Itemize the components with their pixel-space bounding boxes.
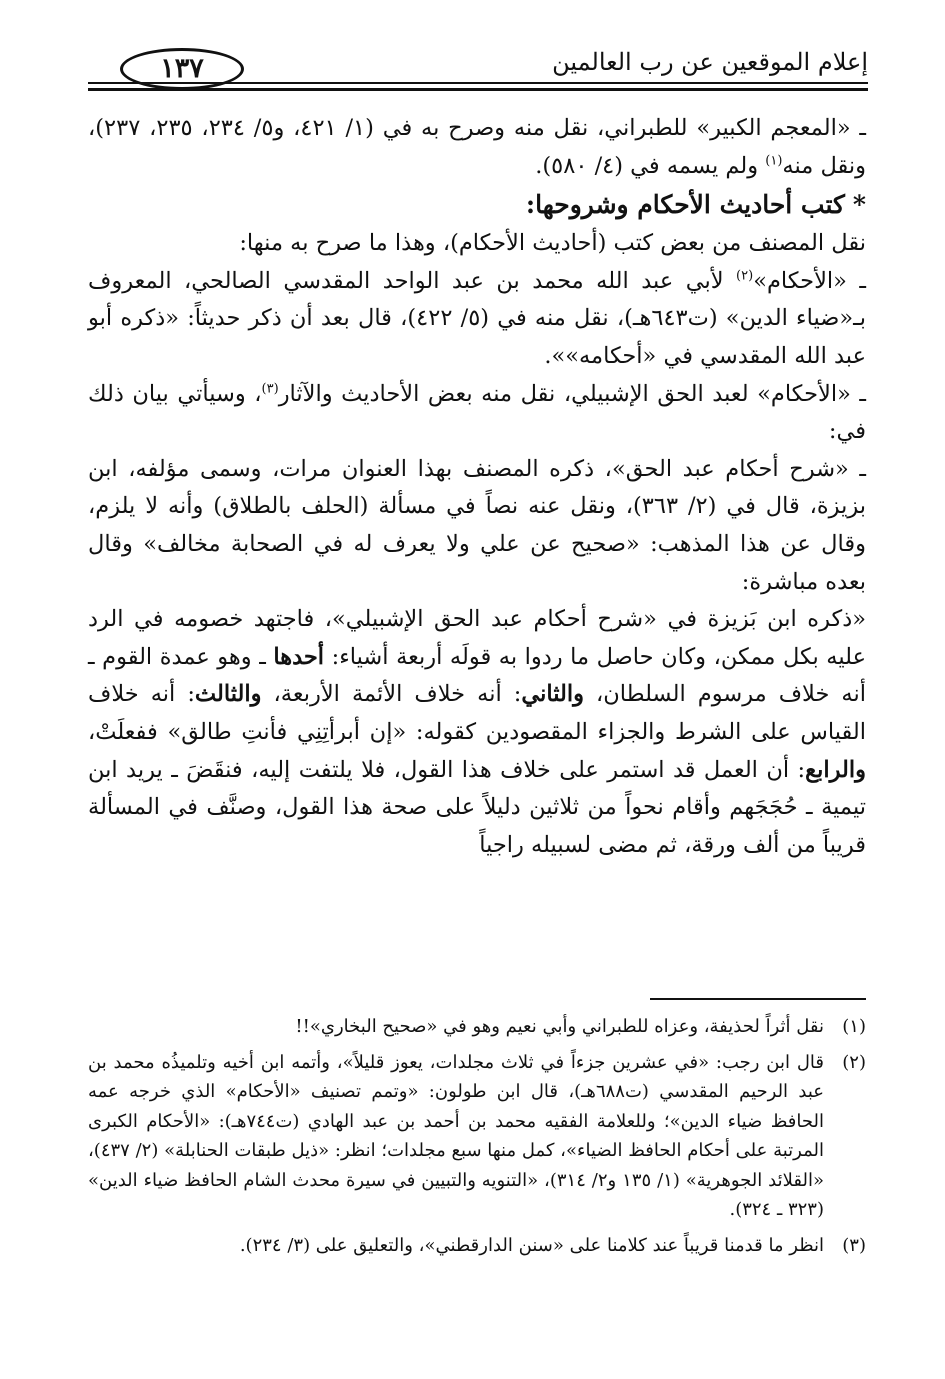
paragraph-text: ـ «شرح أحكام عبد الحق»، ذكره المصنف بهذا العنوان مرات، وسمى مؤلفه، ابن بزيزة، قال في (٢/ ٣٦٣)، ونقل عنه نصاً في مسألة (الحلف بالطلاق) وأنه لا يلزم، وقال عن هذا المذهب: «صحيح عن علي ولا يعرف له في الصحابة مخالف» وقال بعده مباشرة: bbox=[88, 455, 867, 595]
footnote-item bbox=[88, 1012, 866, 1042]
paragraph-text: : أنه خلاف الأئمة الأربعة، bbox=[261, 681, 522, 708]
footnote-ref[interactable]: (١) bbox=[765, 153, 783, 169]
main-text bbox=[88, 110, 866, 864]
page-header bbox=[88, 36, 868, 96]
paragraph-text: نقل المصنف من بعض كتب (أحاديث الأحكام)، وهذا ما صرح به منها: bbox=[239, 230, 866, 257]
paragraph-text: ـ «المعجم الكبير» للطبراني، نقل منه وصرح به في (١/ ٤٢١، و٥/ ٢٣٤، ٢٣٥، ٢٣٧)، ونقل منه bbox=[88, 115, 867, 179]
paragraph-text: ـ وهو عمدة القوم ـ أنه خلاف مرسوم السلطان، bbox=[88, 643, 866, 708]
header-rule-thick bbox=[88, 88, 868, 91]
footnote-text: قال ابن رجب: «في عشرين جزءاً في ثلاث مجلدات، يعوز قليلاً»، وأتمه ابن أخيه وتلميذُه محمد بن عبد الرحيم المقدسي (ت٦٨٨هـ)، قال ابن طولون: «وتمم تصنيف «الأحكام» الذي خرجه عمه الحافظ ضياء الدين»؛ وللعلامة الفقيه محمد بن أحمد بن عبد الهادي (ت٧٤٤هـ): «الأحكام الكبرى المرتبة على أحكام الحافظ الضياء»، كمل منها سبع مجلدات؛ انظر: «ذيل طبقات الحنابلة» (٢/ ٤٣٧)، «القلائد الجوهرية» (١/ ١٣٥ و٢/ ٣١٤)، «التنويه والتبيين في سيرة محدث الشام الحافظ ضياء الدين» (٣٢٣ ـ ٣٢٤). bbox=[88, 1051, 824, 1220]
paragraph-text: ـ «الأحكام» bbox=[753, 267, 866, 294]
paragraph-text: ، وسيأتي بيان ذلك في: bbox=[88, 380, 866, 445]
bold-term: والثاني bbox=[521, 681, 584, 708]
bold-term: والثالث bbox=[194, 681, 262, 708]
paragraph-text: ولم يسمه في (٤/ ٥٨٠). bbox=[535, 152, 766, 179]
footnote-text: نقل أثراً لحذيفة، وعزاه للطبراني وأبي نعيم وهو في «صحيح البخاري»!! bbox=[295, 1016, 824, 1037]
paragraph-ahkam-ishbili bbox=[88, 376, 866, 451]
paragraph-text: : أن العمل قد استمر على خلاف هذا القول، فلا يلتفت إليه، فنقَضَ ـ يريد ابن تيمية ـ حُجَجَهم وأقام نحواً من ثلاثين دليلاً على صحة هذا القول، وصنَّف في المسألة قريباً من ألف ورقة، ثم مضى لسبيله راجياً bbox=[88, 756, 866, 858]
footnote-item bbox=[88, 1231, 866, 1261]
heading-text: كتب أحاديث الأحكام وشروحها: bbox=[525, 190, 845, 220]
paragraph-mujam bbox=[88, 110, 866, 185]
paragraph-quote bbox=[88, 601, 866, 864]
bold-term: أحدها bbox=[273, 643, 325, 670]
footnote-number: (٣) bbox=[842, 1234, 866, 1256]
paragraph-text: : أنه خلاف القياس على الشرط والجزاء المقصودين كقوله: «إن أبرأتِنِي فأنتِ طالق» ففعلَتْ، bbox=[88, 681, 866, 745]
footnote-separator bbox=[650, 998, 866, 1000]
footnote-ref[interactable]: (٢) bbox=[736, 268, 754, 284]
footnotes bbox=[88, 1012, 866, 1266]
footnote-ref[interactable]: (٣) bbox=[261, 381, 279, 397]
paragraph-ahkam-maqdisi bbox=[88, 263, 866, 376]
section-heading bbox=[88, 185, 866, 225]
bold-term: والرابع bbox=[805, 756, 866, 783]
paragraph-text: ـ «الأحكام» لعبد الحق الإشبيلي، نقل منه بعض الأحاديث والآثار bbox=[278, 380, 866, 407]
paragraph-text: لأبي عبد الله محمد بن عبد الواحد المقدسي الصالحي، المعروف بـ«ضياء الدين» (ت٦٤٣هـ)، نقل منه في (٥/ ٤٢٢)، قال بعد أن ذكر حديثاً: «ذكره أبو عبد الله المقدسي في «أحكامه»». bbox=[88, 267, 866, 369]
running-title: إعلام الموقعين عن رب العالمين bbox=[552, 48, 868, 76]
paragraph-text: «ذكره ابن بَزيزة في «شرح أحكام عبد الحق الإشبيلي»، فاجتهد خصومه في الرد عليه بكل ممكن، وكان حاصل ما ردوا به قولَه أربعة أشياء: bbox=[88, 606, 867, 670]
footnote-number: (١) bbox=[842, 1016, 866, 1037]
footnote-item bbox=[88, 1048, 866, 1225]
page-number-badge: ١٣٧ bbox=[120, 48, 244, 90]
paragraph-intro bbox=[88, 225, 866, 263]
paragraph-sharh bbox=[88, 451, 866, 601]
header-rule bbox=[88, 82, 868, 84]
footnote-number: (٢) bbox=[842, 1051, 866, 1073]
star-icon: * bbox=[852, 190, 866, 220]
footnote-text: انظر ما قدمنا قريباً عند كلامنا على «سنن الدارقطني»، والتعليق على (٣/ ٢٣٤). bbox=[239, 1234, 824, 1256]
